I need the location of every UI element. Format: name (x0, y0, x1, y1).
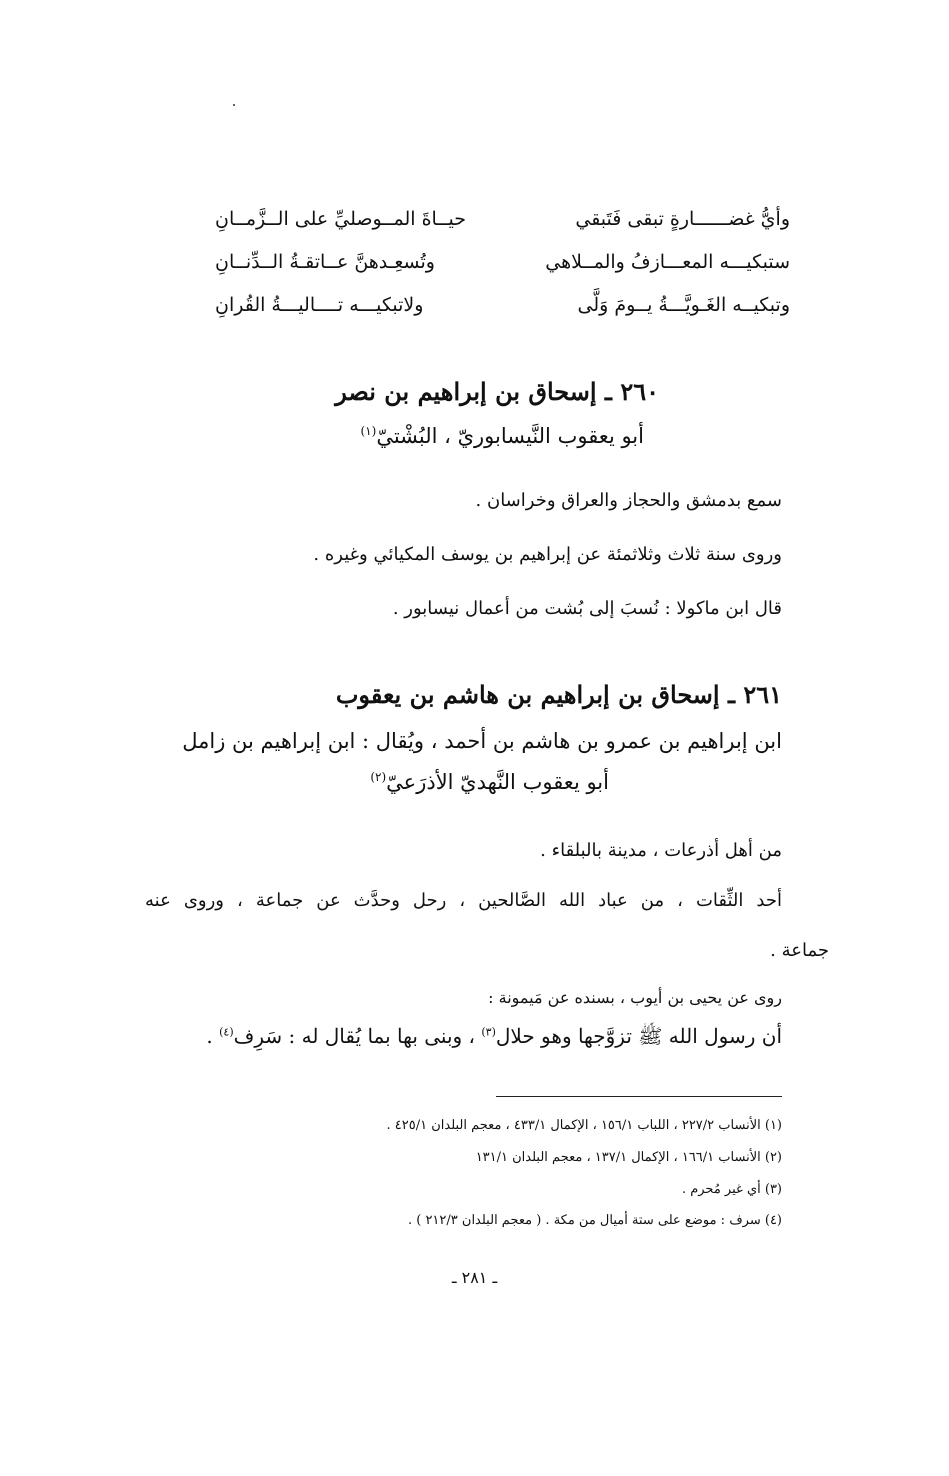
entry-260-paragraph-2: وروى سنة ثلاث وثلاثمئة عن إبراهيم بن يوسف المكيائي وغيره . (313, 544, 782, 565)
poem-verse (215, 284, 790, 327)
footnote-4: (٤) سرف : موضع على ستة أميال من مكة . ( معجم البلدان ٢١٢/٣ ) . (407, 1213, 782, 1228)
footnote-ref-3: (٣) (481, 1025, 496, 1039)
entry-261-subtitle-text: أبو يعقوب النَّهديّ الأذرَعيّ (386, 770, 609, 794)
verse-second-hemistich: حيــاةَ المــوصليِّ على الــزَّمــانِ (215, 208, 466, 230)
poem-verse (215, 241, 790, 284)
entry-261-isnad: روى عن يحيى بن أيوب ، بسنده عن مَيمونة : (488, 988, 782, 1007)
entry-261-paragraph-1: من أهل أذرعات ، مدينة بالبلقاء . (540, 840, 782, 861)
verse-first-hemistich: وأيُّ غضــــــارةٍ تبقى فَتَبقي (575, 208, 790, 230)
entry-260-paragraph-3: قال ابن ماكولا : نُسبَ إلى بُشت من أعمال نيسابور . (392, 598, 782, 619)
entry-261-hadith (206, 1024, 782, 1053)
entry-260-paragraph-1: سمع بدمشق والحجاز والعراق وخراسان . (475, 490, 782, 511)
hadith-text-c: . (206, 1024, 220, 1048)
hadith-text-a: أن رسول الله ﷺ تزوَّجها وهو حلال (495, 1024, 782, 1048)
poem-block (215, 198, 790, 327)
verse-first-hemistich: ستبكيـــه المعـــازفُ والمــلاهي (545, 251, 790, 273)
footnote-1: (١) الأنساب ٢٢٧/٢ ، اللباب ١٥٦/١ ، الإكمال ٤٣٣/١ ، معجم البلدان ٤٢٥/١ . (386, 1118, 782, 1133)
verse-second-hemistich: ولاتبكيـــه تــــاليـــةُ القُرانِ (215, 294, 424, 316)
footnote-ref-2: (٢) (370, 770, 387, 784)
speck (233, 104, 235, 106)
entry-260-subtitle (360, 424, 644, 448)
entry-260-title: ٢٦٠ ـ إسحاق بن إبراهيم بن نصر (335, 377, 659, 406)
footnote-ref-4: (٤) (219, 1025, 234, 1039)
entry-261-title: ٢٦١ ـ إسحاق بن إبراهيم بن هاشم بن يعقوب (335, 680, 782, 709)
poem-verse (215, 198, 790, 241)
footnote-3: (٣) أي غير مُحرم . (681, 1182, 782, 1197)
page-number: ـ ٢٨١ ـ (451, 1268, 498, 1287)
footnote-2: (٢) الأنساب ١٦٦/١ ، الإكمال ١٣٧/١ ، معجم البلدان ١٣١/١ (475, 1150, 782, 1165)
verse-first-hemistich: وتبكيــه الغَـويَّـــةُ يــومَ وَلَّى (577, 294, 790, 316)
footnote-divider (496, 1096, 782, 1097)
entry-261-paragraph-2-cont: جماعة . (770, 940, 829, 961)
entry-261-lineage: ابن إبراهيم بن عمرو بن هاشم بن أحمد ، ويُقال : ابن إبراهيم بن زامل (182, 729, 782, 753)
footnote-ref-1: (١) (360, 424, 377, 438)
verse-second-hemistich: وتُسعِـدهنَّ عــاتقـةُ الــدِّنــانِ (215, 251, 435, 273)
entry-261-subtitle (370, 770, 609, 794)
entry-261-paragraph-2: أحد الثِّقات ، من عباد الله الصَّالحين ، رحل وحدَّث عن جماعة ، وروى عنه (145, 890, 782, 911)
entry-260-subtitle-text: أبو يعقوب النَّيسابوريّ ، البُشْتيّ (376, 424, 644, 448)
hadith-text-b: ، وبنى بها بما يُقال له : سَرِف (233, 1024, 482, 1048)
